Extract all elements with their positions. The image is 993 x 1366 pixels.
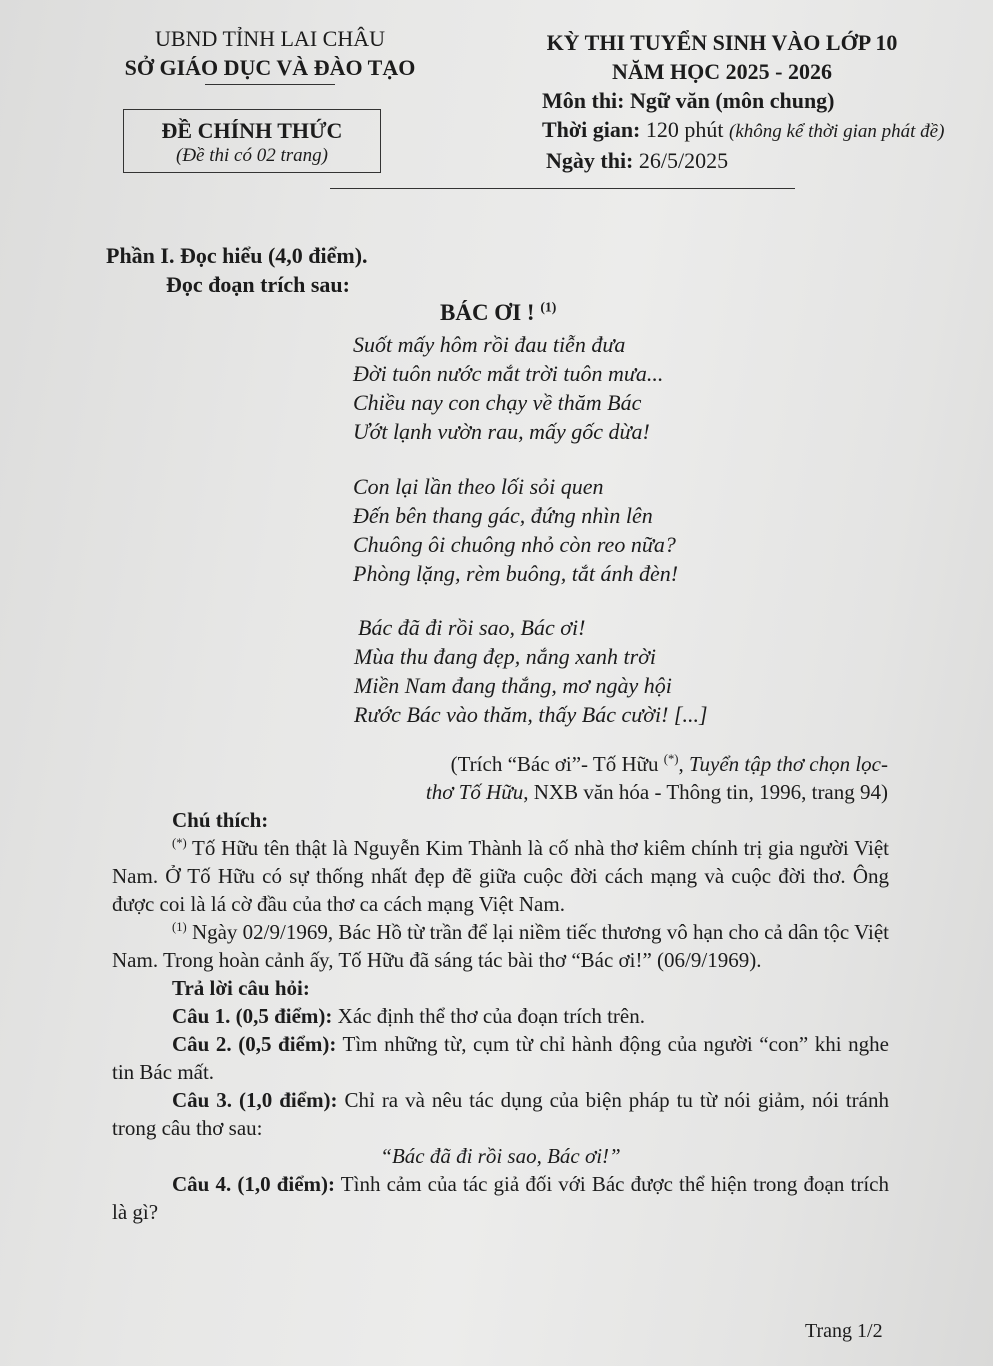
poem-line: Miền Nam đang thắng, mơ ngày hội bbox=[354, 673, 672, 698]
notes-and-questions bbox=[112, 806, 889, 1226]
issuer-department: SỞ GIÁO DỤC VÀ ĐÀO TẠO bbox=[124, 55, 416, 80]
exam-info-block bbox=[530, 28, 944, 175]
part1-instruction: Đọc đoạn trích sau: bbox=[166, 272, 350, 297]
poem-line: Chiều nay con chạy về thăm Bác bbox=[353, 390, 642, 415]
date-line: Ngày thi: 26/5/2025 bbox=[546, 148, 729, 173]
poem-line: Đến bên thang gác, đứng nhìn lên bbox=[353, 503, 653, 528]
note-author: (*) Tố Hữu tên thật là Nguyễn Kim Thành là cố nhà thơ kiêm chính trị gia người Việt Nam. Ở Tố Hữu có sự thống nhất đẹp đẽ giữa cuộc đời cách mạng và cuộc đời thơ. Ông được coi là lá cờ đầu của thơ ca cách mạng Việt Nam. bbox=[112, 836, 889, 916]
official-label: ĐỀ CHÍNH THỨC bbox=[161, 118, 343, 143]
school-year: NĂM HỌC 2025 - 2026 bbox=[612, 59, 832, 84]
subject-value: Ngữ văn (môn chung) bbox=[630, 88, 835, 113]
date-value: 26/5/2025 bbox=[638, 148, 729, 173]
poem-line: Bác đã đi rồi sao, Bác ơi! bbox=[358, 615, 586, 640]
issuer-province: UBND TỈNH LAI CHÂU bbox=[155, 26, 385, 51]
poem-line: Con lại lần theo lối sỏi quen bbox=[353, 474, 604, 499]
poem-line: Đời tuôn nước mắt trời tuôn mưa... bbox=[353, 361, 664, 386]
question-3: Câu 3. (1,0 điểm): Chỉ ra và nêu tác dụng của biện pháp tu từ nói giảm, nói tránh trong câu thơ sau: bbox=[112, 1088, 889, 1140]
question-3-quote: “Bác đã đi rồi sao, Bác ơi!” bbox=[380, 1144, 621, 1168]
poem-line: Rước Bác vào thăm, thấy Bác cười! [...] bbox=[354, 702, 708, 727]
poem-line: Chuông ôi chuông nhỏ còn reo nữa? bbox=[353, 532, 676, 557]
page-count-note: (Đề thi có 02 trang) bbox=[176, 145, 328, 166]
issuer-underline bbox=[205, 84, 335, 85]
poem-line: Ướt lạnh vườn rau, mấy gốc dừa! bbox=[353, 419, 650, 444]
page-number: Trang 1/2 bbox=[805, 1320, 883, 1342]
issuer-block bbox=[100, 24, 440, 85]
question-1: Câu 1. (0,5 điểm): Xác định thể thơ của đoạn trích trên. bbox=[172, 1004, 645, 1028]
poem-title: BÁC ƠI ! $^{(1)}$ bbox=[440, 299, 557, 325]
poem-source-citation: (Trích “Bác ơi”- Tố Hữu (*), Tuyển tập thơ chọn lọc- thơ Tố Hữu, NXB văn hóa - Thông tin, 1996, trang 94) bbox=[425, 752, 888, 804]
poem-stanza-1 bbox=[353, 330, 663, 446]
author-footnote-ref: (*) bbox=[663, 752, 679, 766]
part1-title: Phần I. Đọc hiểu (4,0 điểm). bbox=[106, 243, 368, 268]
poem-line: Phòng lặng, rèm buông, tắt ánh đèn! bbox=[353, 561, 679, 586]
subject-line: Môn thi: Ngữ văn (môn chung) bbox=[542, 88, 835, 113]
poem-line: Suốt mấy hôm rồi đau tiễn đưa bbox=[353, 332, 626, 357]
poem-line: Mùa thu đang đẹp, nắng xanh trời bbox=[354, 644, 656, 669]
official-exam-box bbox=[123, 109, 381, 173]
header-divider bbox=[330, 188, 795, 189]
poem-stanza-3 bbox=[354, 613, 708, 729]
poem-title-footnote-ref: (1) bbox=[540, 299, 557, 315]
questions-heading: Trả lời câu hỏi: bbox=[172, 976, 310, 1000]
poem-stanza-2 bbox=[353, 472, 678, 588]
note-context: $^{(1)}$ Ngày 02/9/1969, Bác Hồ từ trần để lại niềm tiếc thương vô hạn cho cả dân tộc Việt Nam. Trong hoàn cảnh ấy, Tố Hữu đã sáng tác bài thơ “Bác ơi!” (06/9/1969). bbox=[112, 920, 889, 972]
question-4: Câu 4. (1,0 điểm): Tình cảm của tác giả đối với Bác được thể hiện trong đoạn trích là gì? bbox=[112, 1172, 889, 1224]
time-note: (không kể thời gian phát đề) bbox=[729, 121, 945, 142]
time-value: 120 phút bbox=[645, 117, 724, 142]
time-line: Thời gian: 120 phút (không kể thời gian phát đề) bbox=[542, 117, 945, 142]
notes-heading: Chú thích: bbox=[172, 808, 269, 832]
exam-title: KỲ THI TUYỂN SINH VÀO LỚP 10 bbox=[546, 30, 898, 55]
question-2: Câu 2. (0,5 điểm): Tìm những từ, cụm từ chỉ hành động của người “con” khi nghe tin Bác mất. bbox=[112, 1032, 889, 1084]
